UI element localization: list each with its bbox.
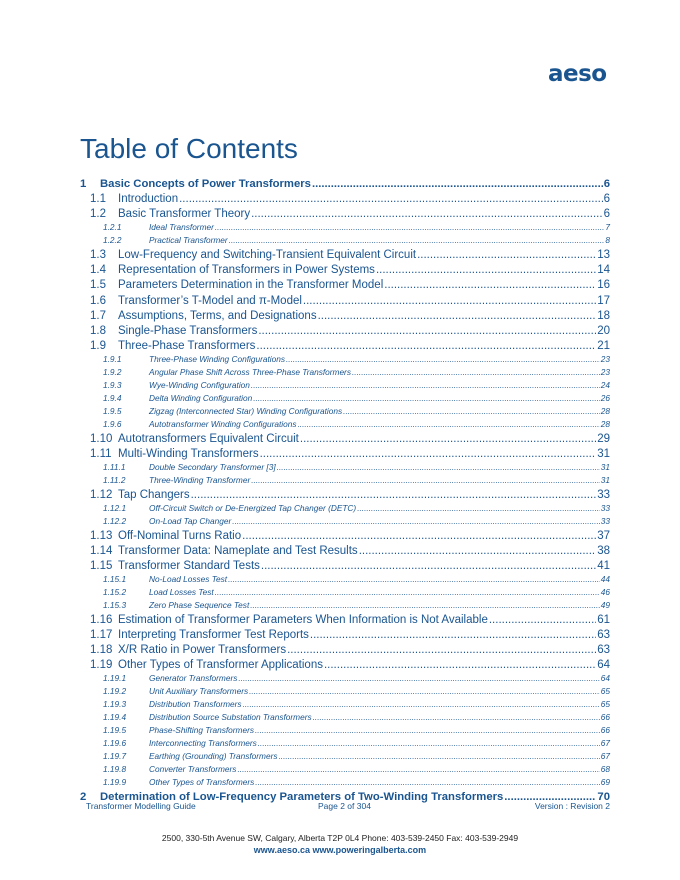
- toc-leader-dots: [261, 560, 596, 572]
- toc-entry[interactable]: [103, 699, 610, 709]
- toc-leader-dots: [384, 279, 596, 291]
- toc-leader-dots: [251, 208, 603, 220]
- toc-leader-dots: [287, 644, 596, 656]
- toc-entry-title[interactable]: Estimation of Transformer Parameters When Information is Not Available: [118, 614, 488, 627]
- toc-entry-number: 1.9.2: [103, 366, 122, 377]
- toc-leader-dots: [376, 264, 596, 276]
- toc-entry-title[interactable]: Determination of Low-Frequency Parameters of Two-Winding Transformers: [100, 791, 504, 804]
- toc-entry[interactable]: [90, 310, 610, 322]
- toc-entry-page[interactable]: 33: [600, 502, 610, 513]
- toc-entry[interactable]: [90, 208, 610, 220]
- toc-entry-title[interactable]: Basic Transformer Theory: [118, 208, 251, 221]
- toc-entry-page[interactable]: 37: [597, 529, 610, 542]
- toc-entry-title[interactable]: Interpreting Transformer Test Reports: [118, 629, 309, 642]
- toc-entry-page[interactable]: 61: [597, 614, 610, 627]
- toc-leader-dots: [300, 433, 596, 445]
- toc-entry-title[interactable]: Off-Circuit Switch or De-Energized Tap Changer (DETC): [149, 502, 357, 513]
- toc-entry-number: 1.13: [90, 529, 113, 542]
- toc-entry-title[interactable]: Angular Phase Shift Across Three-Phase Transformers: [149, 366, 351, 377]
- toc-entry-page[interactable]: 26: [600, 392, 610, 403]
- toc-entry[interactable]: [103, 725, 610, 735]
- toc-entry-title[interactable]: Basic Concepts of Power Transformers: [100, 178, 311, 190]
- toc-entry-number: 1.9.5: [103, 405, 122, 416]
- toc-entry[interactable]: [103, 686, 610, 696]
- toc-entry-number: 1.12: [90, 488, 113, 501]
- toc-entry[interactable]: [103, 600, 610, 610]
- toc-entry-title[interactable]: Delta Winding Configuration: [149, 392, 253, 403]
- toc-leader-dots: [277, 462, 600, 472]
- toc-entry[interactable]: [103, 235, 610, 245]
- toc-entry-number: 1.7: [90, 309, 106, 322]
- toc-entry-number: 1.6: [90, 294, 106, 307]
- toc-entry[interactable]: [103, 516, 610, 526]
- toc-entry-title[interactable]: Three-Phase Transformers: [118, 339, 256, 352]
- toc-entry-title[interactable]: Representation of Transformers in Power Systems: [118, 264, 375, 277]
- toc-entry[interactable]: [90, 249, 610, 261]
- toc-entry-title[interactable]: On-Load Tap Changer: [149, 515, 232, 526]
- toc-entry-number: 1.19.6: [103, 738, 127, 749]
- toc-leader-dots: [352, 367, 600, 377]
- toc-entry-title[interactable]: X/R Ratio in Power Transformers: [118, 644, 287, 657]
- toc-entry-title[interactable]: Practical Transformer: [149, 235, 228, 246]
- toc-entry-number: 1.3: [90, 249, 106, 262]
- toc-leader-dots: [243, 699, 600, 709]
- toc-entry-number: 1.19.3: [103, 699, 127, 710]
- toc-entry[interactable]: [90, 193, 610, 205]
- toc-entry[interactable]: [103, 462, 610, 472]
- toc-entry[interactable]: [103, 222, 610, 232]
- toc-entry-page[interactable]: 68: [600, 764, 610, 775]
- toc-entry-page[interactable]: 23: [600, 366, 610, 377]
- toc-entry[interactable]: [103, 406, 610, 416]
- toc-entry-title[interactable]: Wye-Winding Configuration: [149, 379, 250, 390]
- toc-entry-title[interactable]: Converter Transformers: [149, 764, 237, 775]
- toc-entry-page[interactable]: 66: [600, 712, 610, 723]
- toc-entry-page[interactable]: 31: [600, 461, 610, 472]
- toc-entry-title[interactable]: Other Types of Transformer Applications: [118, 659, 323, 672]
- toc-entry-page[interactable]: 14: [597, 264, 610, 277]
- toc-entry-page[interactable]: 67: [600, 738, 610, 749]
- toc-leader-dots: [179, 193, 602, 205]
- toc-entry[interactable]: [103, 419, 610, 429]
- toc-entry-page[interactable]: 41: [597, 560, 610, 573]
- footer-page-number: Page 2 of 304: [318, 801, 371, 811]
- toc-entry-page[interactable]: 23: [600, 353, 610, 364]
- toc-entry-title[interactable]: Assumptions, Terms, and Designations: [118, 309, 317, 322]
- toc-entry-number: 1.19.7: [103, 751, 127, 762]
- toc-entry-number: 1.19.8: [103, 764, 127, 775]
- toc-entry-page[interactable]: 29: [597, 432, 610, 445]
- toc-entry-title[interactable]: Single-Phase Transformers: [118, 324, 258, 337]
- toc-entry-title[interactable]: Generator Transformers: [149, 673, 238, 684]
- toc-entry-number: 1.2.2: [103, 235, 122, 246]
- toc-entry-page[interactable]: 16: [597, 279, 610, 292]
- toc-entry-number: 1.4: [90, 264, 106, 277]
- toc-entry[interactable]: [103, 574, 610, 584]
- toc-entry-page[interactable]: 63: [597, 644, 610, 657]
- toc-entry-title[interactable]: Double Secondary Transformer [3]: [149, 461, 276, 472]
- toc-entry[interactable]: [90, 530, 610, 542]
- toc-entry[interactable]: [103, 712, 610, 722]
- toc-entry-page[interactable]: 33: [600, 515, 610, 526]
- toc-entry-page[interactable]: 31: [600, 474, 610, 485]
- toc-entry-number: 1.19: [90, 659, 113, 672]
- toc-leader-dots: [258, 738, 600, 748]
- toc-entry-page[interactable]: 33: [597, 488, 610, 501]
- toc-leader-dots: [251, 475, 600, 485]
- toc-entry-page[interactable]: 18: [597, 309, 610, 322]
- toc-entry-page[interactable]: 17: [597, 294, 610, 307]
- toc-leader-dots: [303, 295, 596, 307]
- footer-version: Version : Revision 2: [534, 801, 610, 811]
- toc-entry-page[interactable]: 7: [605, 222, 610, 233]
- toc-entry[interactable]: [103, 764, 610, 774]
- toc-entry-title[interactable]: Phase-Shifting Transformers: [149, 725, 254, 736]
- toc-entry-page[interactable]: 44: [600, 574, 610, 585]
- toc-leader-dots: [258, 325, 596, 337]
- toc-entry[interactable]: [90, 279, 610, 291]
- toc-leader-dots: [232, 516, 600, 526]
- toc-entry-title[interactable]: Zigzag (Interconnected Star) Winding Configurations: [149, 405, 343, 416]
- toc-entry-number: 1.11.1: [103, 461, 126, 472]
- toc-entry-page[interactable]: 6: [603, 178, 610, 190]
- toc-entry-number: 1.17: [90, 629, 113, 642]
- toc-entry-page[interactable]: 8: [605, 235, 610, 246]
- toc-leader-dots: [253, 393, 600, 403]
- toc-leader-dots: [242, 530, 596, 542]
- toc-entry[interactable]: [103, 380, 610, 390]
- toc-entry[interactable]: [103, 673, 610, 683]
- toc-entry-title[interactable]: Multi-Winding Transformers: [118, 447, 259, 460]
- toc-entry[interactable]: [103, 354, 610, 364]
- footer-websites: www.aeso.ca www.poweringalberta.com: [253, 845, 427, 855]
- toc-leader-dots: [324, 659, 596, 671]
- toc-entry-page[interactable]: 6: [603, 208, 610, 221]
- toc-leader-dots: [215, 222, 605, 232]
- toc-entry-page[interactable]: 28: [600, 418, 610, 429]
- toc-entry-number: 1.10: [90, 432, 113, 445]
- toc-leader-dots: [357, 503, 600, 513]
- toc-entry-number: 1.11.2: [103, 474, 126, 485]
- toc-entry-number: 1.19.5: [103, 725, 127, 736]
- toc-entry-page[interactable]: 6: [603, 193, 610, 206]
- toc-entry-title[interactable]: Off-Nominal Turns Ratio: [118, 529, 242, 542]
- toc-leader-dots: [255, 777, 599, 787]
- toc-entry-page[interactable]: 63: [597, 629, 610, 642]
- toc-entry-title[interactable]: Earthing (Grounding) Transformers: [149, 751, 278, 762]
- toc-entry-title[interactable]: Other Types of Transformers: [149, 777, 255, 788]
- toc-entry[interactable]: [90, 433, 610, 445]
- aeso-logo: aeso: [548, 61, 607, 87]
- toc-entry-number: 1.18: [90, 644, 113, 657]
- toc-entry-title[interactable]: Three-Winding Transformer: [149, 474, 251, 485]
- toc-entry[interactable]: [90, 614, 610, 626]
- toc-entry-title[interactable]: Three-Phase Winding Configurations: [149, 353, 285, 364]
- toc-entry-title[interactable]: Interconnecting Transformers: [149, 738, 257, 749]
- toc-entry[interactable]: [103, 367, 610, 377]
- toc-leader-dots: [260, 448, 597, 460]
- toc-entry-page[interactable]: 69: [600, 777, 610, 788]
- toc-entry-page[interactable]: 64: [597, 659, 610, 672]
- toc-entry-number: 1.8: [90, 324, 106, 337]
- toc-entry-page[interactable]: 66: [600, 725, 610, 736]
- toc-leader-dots: [256, 340, 596, 352]
- footer-address: 2500, 330-5th Avenue SW, Calgary, Alberta T2P 0L4 Phone: 403-539-2450 Fax: 403-539-2949: [161, 833, 519, 843]
- toc-entry[interactable]: [103, 738, 610, 748]
- toc-entry-number: 1: [80, 178, 87, 190]
- toc-entry-number: 1.12.1: [103, 502, 127, 513]
- toc-leader-dots: [279, 751, 600, 761]
- toc-entry-title[interactable]: No-Load Losses Test: [149, 574, 228, 585]
- toc-entry[interactable]: [103, 503, 610, 513]
- toc-entry[interactable]: [90, 264, 610, 276]
- toc-leader-dots: [313, 712, 600, 722]
- toc-entry-number: 2: [80, 791, 87, 804]
- toc-leader-dots: [229, 235, 605, 245]
- toc-entry[interactable]: [103, 475, 610, 485]
- toc-entry-number: 1.15: [90, 560, 113, 573]
- toc-entry-number: 1.15.3: [103, 600, 127, 611]
- toc-entry-page[interactable]: 20: [597, 324, 610, 337]
- footer-document-title: Transformer Modelling Guide: [86, 801, 196, 811]
- toc-entry-title[interactable]: Load Losses Test: [149, 587, 214, 598]
- toc-leader-dots: [298, 419, 600, 429]
- toc-entry-number: 1.19.2: [103, 686, 127, 697]
- toc-leader-dots: [310, 629, 596, 641]
- toc-entry-page[interactable]: 70: [597, 791, 610, 804]
- toc-entry-title[interactable]: Transformer Standard Tests: [118, 560, 260, 573]
- toc-entry-number: 1.9.3: [103, 379, 122, 390]
- toc-leader-dots: [286, 354, 600, 364]
- toc-leader-dots: [228, 574, 600, 584]
- toc-leader-dots: [417, 249, 596, 261]
- toc-entry-number: 1.14: [90, 545, 113, 557]
- toc-entry-number: 1.5: [90, 279, 106, 292]
- toc-entry[interactable]: [90, 659, 610, 671]
- toc-leader-dots: [255, 725, 600, 735]
- toc-entry-number: 1.19.9: [103, 777, 127, 788]
- toc-leader-dots: [249, 686, 600, 696]
- toc-entry-page[interactable]: 24: [600, 379, 610, 390]
- toc-entry[interactable]: [90, 448, 610, 460]
- toc-entry-title[interactable]: Autotransformer Winding Configurations: [149, 418, 297, 429]
- toc-entry[interactable]: [90, 644, 610, 656]
- toc-entry-page[interactable]: 49: [600, 600, 610, 611]
- toc-entry-title[interactable]: Low-Frequency and Switching-Transient Equivalent Circuit: [118, 249, 417, 262]
- toc-leader-dots: [489, 614, 596, 626]
- toc-entry[interactable]: [103, 393, 610, 403]
- toc-entry-title[interactable]: Ideal Transformer: [149, 222, 214, 233]
- toc-leader-dots: [251, 380, 600, 390]
- toc-entry-number: 1.2: [90, 208, 106, 221]
- toc-entry-title[interactable]: Parameters Determination in the Transformer Model: [118, 279, 384, 292]
- toc-entry[interactable]: [90, 489, 610, 501]
- toc-entry-page[interactable]: 28: [600, 405, 610, 416]
- toc-leader-dots: [191, 489, 597, 501]
- toc-entry-number: 1.9.6: [103, 418, 122, 429]
- toc-entry-number: 1.9: [90, 339, 106, 352]
- toc-entry-number: 1.15.2: [103, 587, 127, 598]
- toc-entry-page[interactable]: 21: [597, 339, 610, 352]
- toc-entry-title[interactable]: Distribution Source Substation Transformers: [149, 712, 312, 723]
- toc-leader-dots: [238, 673, 599, 683]
- toc-entry-title[interactable]: Distribution Transformers: [149, 699, 242, 710]
- toc-entry-title[interactable]: Introduction: [118, 193, 179, 206]
- toc-entry[interactable]: [90, 629, 610, 641]
- toc-entry-page[interactable]: 65: [600, 699, 610, 710]
- toc-entry-number: 1.16: [90, 614, 113, 627]
- toc-entry-page[interactable]: 65: [600, 686, 610, 697]
- toc-entry-number: 1.9.4: [103, 392, 122, 403]
- toc-entry-number: 1.19.1: [103, 673, 127, 684]
- toc-entry-page[interactable]: 38: [597, 545, 610, 557]
- toc-entry-page[interactable]: 64: [600, 673, 610, 684]
- toc-entry-title[interactable]: Transformer’s T-Model and π-Model: [118, 294, 302, 307]
- toc-entry-number: 1.1: [90, 193, 106, 206]
- toc-entry-title[interactable]: Transformer Data: Nameplate and Test Results: [118, 545, 358, 557]
- toc-leader-dots: [318, 310, 597, 322]
- toc-leader-dots: [359, 545, 597, 557]
- toc-entry-number: 1.11: [90, 447, 112, 460]
- toc-entry-title[interactable]: Tap Changers: [118, 488, 190, 501]
- toc-leader-dots: [343, 406, 600, 416]
- toc-entry-title[interactable]: Zero Phase Sequence Test: [149, 600, 250, 611]
- toc-leader-dots: [237, 764, 599, 774]
- toc-entry[interactable]: [103, 777, 610, 787]
- toc-entry[interactable]: [90, 340, 610, 352]
- toc-leader-dots: [215, 587, 600, 597]
- toc-entry-title[interactable]: Autotransformers Equivalent Circuit: [118, 432, 299, 445]
- toc-leader-dots: [250, 600, 600, 610]
- toc-entry-number: 1.12.2: [103, 515, 127, 526]
- toc-entry-number: 1.19.4: [103, 712, 127, 723]
- toc-entry[interactable]: [90, 325, 610, 337]
- toc-entry-page[interactable]: 31: [597, 447, 610, 460]
- toc-entry[interactable]: [103, 587, 610, 597]
- toc-entry-page[interactable]: 67: [600, 751, 610, 762]
- toc-entry-page[interactable]: 13: [597, 249, 610, 262]
- toc-entry[interactable]: [90, 560, 610, 572]
- toc-entry[interactable]: [103, 751, 610, 761]
- toc-entry[interactable]: [90, 295, 610, 307]
- toc-entry-number: 1.15.1: [103, 574, 127, 585]
- toc-entry-title[interactable]: Unit Auxiliary Transformers: [149, 686, 249, 697]
- toc-entry-number: 1.9.1: [103, 353, 122, 364]
- toc-entry-number: 1.2.1: [103, 222, 122, 233]
- toc-entry[interactable]: [80, 178, 610, 190]
- toc-entry-page[interactable]: 46: [600, 587, 610, 598]
- page-title: Table of Contents: [80, 133, 298, 164]
- toc-leader-dots: [312, 178, 603, 190]
- toc-entry[interactable]: [90, 545, 610, 557]
